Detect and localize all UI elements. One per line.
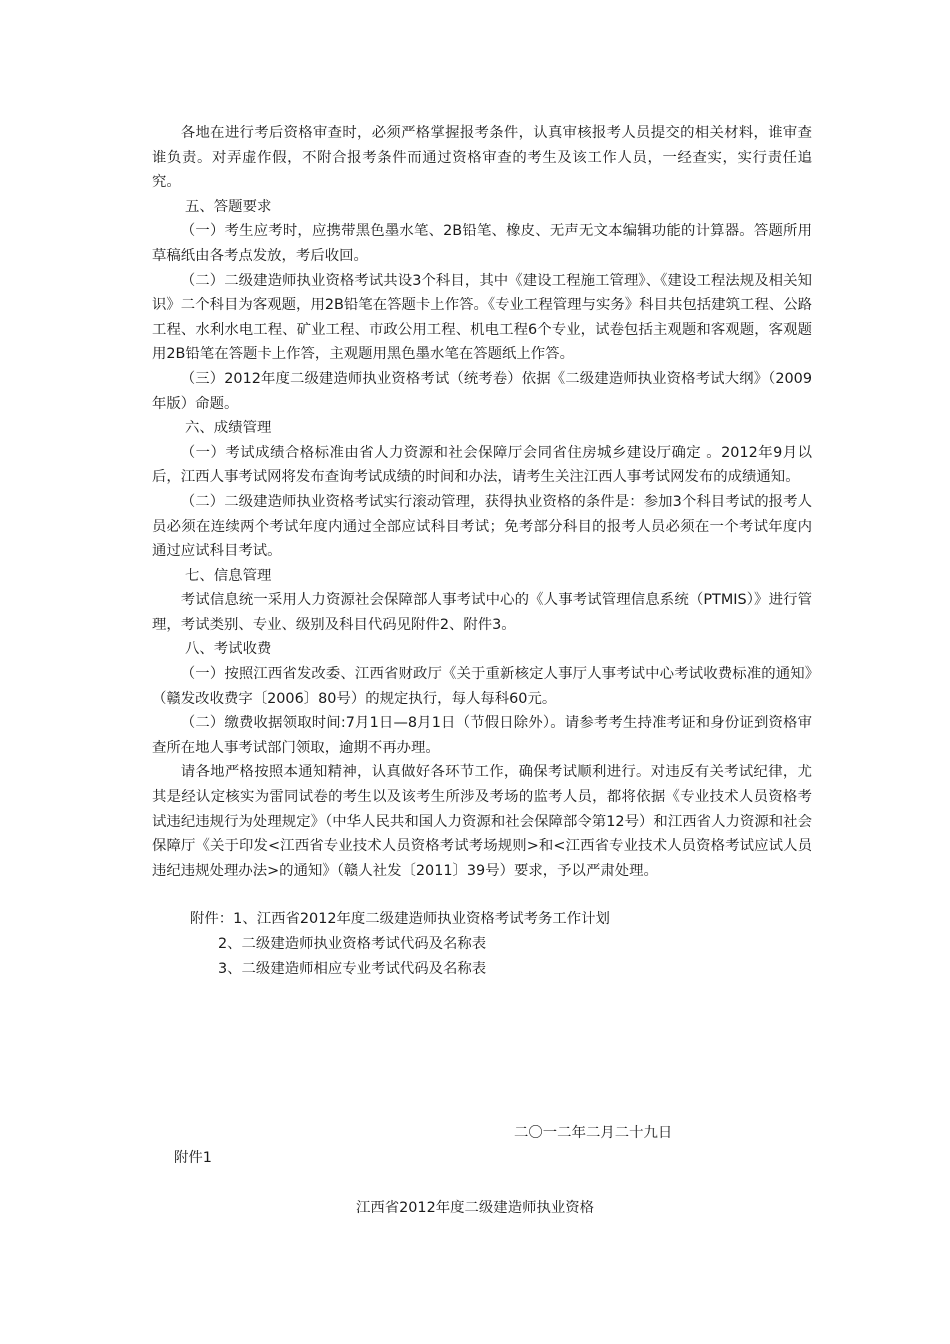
paragraph-fees-2: （二）缴费收据领取时间:7月1日—8月1日（节假日除外）。请参考考生持准考证和身份证到资格审查所在地人事考试部门领取，逾期不再办理。 [152, 715, 812, 756]
paragraph-qualification-review: 各地在进行考后资格审查时，必须严格掌握报考条件，认真审核报考人员提交的相关材料，谁审查谁负责。对弄虚作假，不附合报考条件而通过资格审查的考生及该工作人员，一经查实，实行责任追究。 [152, 125, 812, 191]
paragraph-answer-3: （三）2012年度二级建造师执业资格考试（统考卷）依据《二级建造师执业资格考试大纲》（2009年版）命题。 [152, 370, 812, 412]
annex-title: 江西省2012年度二级建造师执业资格 [355, 1200, 595, 1216]
paragraph-answer-2: （二）二级建造师执业资格考试共设3个科目，其中《建设工程施工管理》、《建设工程法规及相关知识》二个科目为客观题，用2B铅笔在答题卡上作答。《专业工程管理与实务》科目共包括建筑工程、公路工程、水利水电工程、矿业工程、市政公用工程、机电工程6个专业，试卷包括主观题和客观题，客观题用2B铅笔在答题卡上作答，主观题用黑色墨水笔在答题纸上作答。 [152, 272, 812, 363]
document-date: 二〇一二年二月二十九日 [514, 1125, 673, 1141]
section-heading-exam-fees: 八、考试收费 [185, 641, 272, 658]
paragraph-info-1: 考试信息统一采用人力资源社会保障部人事考试中心的《人事考试管理信息系统（PTMIS）》进行管理，考试类别、专业、级别及科目代码见附件2、附件3。 [152, 592, 812, 633]
section-heading-info-management: 七、信息管理 [185, 567, 272, 584]
section-heading-answer-requirements: 五、答题要求 [185, 198, 272, 215]
paragraph-score-1: （一）考试成绩合格标准由省人力资源和社会保障厅会同省住房城乡建设厅确定 。2012年9月以后，江西人事考试网将发布查询考试成绩的时间和办法，请考生关注江西人事考试网发布的成绩通知。 [152, 444, 812, 486]
paragraph-answer-1: （一）考生应考时，应携带黑色墨水笔、2B铅笔、橡皮、无声无文本编辑功能的计算器。答题所用草稿纸由各考点发放，考后收回。 [152, 223, 812, 264]
attachment-item-2: 2、二级建造师执业资格考试代码及名称表 [218, 936, 487, 952]
paragraph-closing: 请各地严格按照本通知精神，认真做好各环节工作，确保考试顺利进行。对违反有关考试纪律，尤其是经认定核实为雷同试卷的考生以及该考生所涉及考场的监考人员，都将依据《专业技术人员资格考试违纪违规行为处理规定》（中华人民共和国人力资源和社会保障部令第12号）和江西省人力资源和社会保障厅《关于印发<江西省专业技术人员资格考试考场规则>和<江西省专业技术人员资格考试应试人员违纪违规处理办法>的通知》（赣人社发〔2011〕39号）要求，予以严肃处理。 [152, 764, 812, 879]
document-body [152, 121, 812, 981]
attachment-item-3: 3、二级建造师相应专业考试代码及名称表 [218, 960, 487, 977]
section-heading-score-management: 六、成绩管理 [185, 420, 272, 437]
annex-label: 附件1 [174, 1150, 212, 1166]
attachment-item-1: 附件：1、江西省2012年度二级建造师执业资格考试考务工作计划 [190, 911, 610, 928]
paragraph-fees-1: （一）按照江西省发改委、江西省财政厅《关于重新核定人事厅人事考试中心考试收费标准的通知》（赣发改收费字〔2006〕80号）的规定执行，每人每科60元。 [152, 666, 812, 707]
paragraph-score-2: （二）二级建造师执业资格考试实行滚动管理，获得执业资格的条件是：参加3个科目考试的报考人员必须在连续两个考试年度内通过全部应试科目考试；免考部分科目的报考人员必须在一个考试年度内通过应试科目考试。 [152, 493, 812, 560]
spacer [152, 883, 812, 907]
